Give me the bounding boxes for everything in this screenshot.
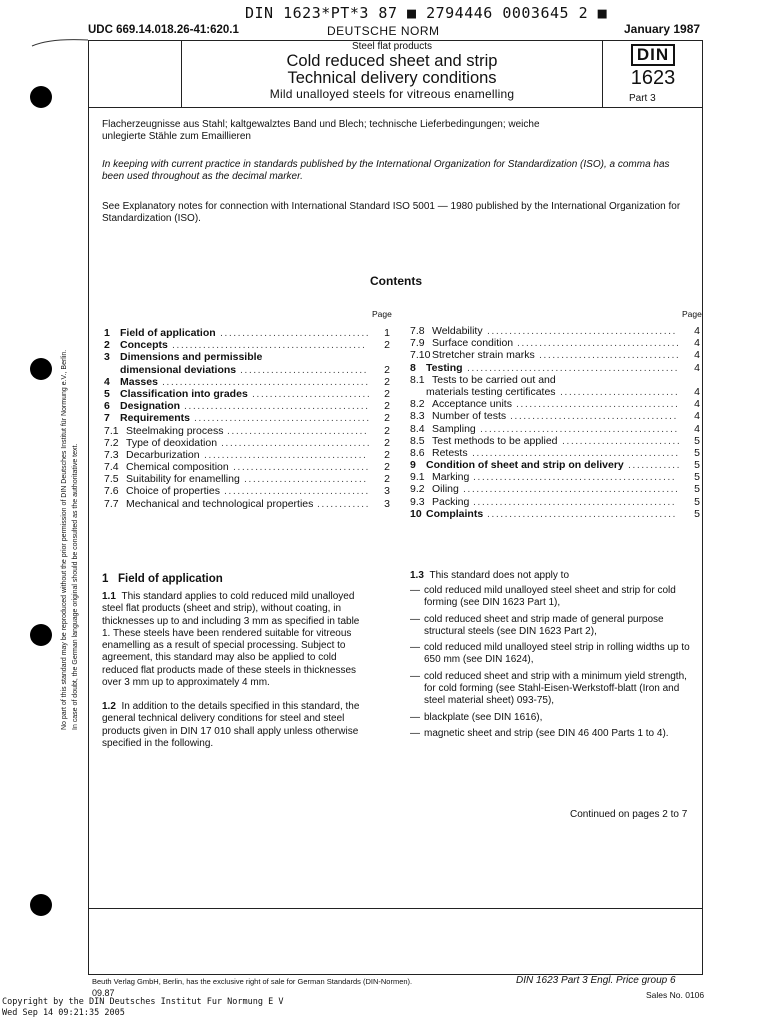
- toc-leader-dots: ..................................: [220, 327, 371, 339]
- toc-entry-page: 4: [694, 325, 700, 337]
- toc-left-column: [104, 327, 390, 510]
- toc-entry: [410, 483, 700, 495]
- toc-leader-dots: ...........................................: [487, 507, 677, 520]
- toc-page-label: Page: [682, 309, 702, 319]
- toc-entry-page: 2: [384, 461, 390, 474]
- explanatory-note: See Explanatory notes for connection with International Standard ISO 5001 — 1980 published by the International Organization for Standardization (ISO).: [102, 201, 681, 225]
- publisher-note: Beuth Verlag GmbH, Berlin, has the exclusive right of sale for German Standards (DIN-Normen).: [92, 977, 413, 986]
- toc-entry-number: 9.1: [410, 471, 425, 484]
- toc-entry-number: 8.4: [410, 422, 425, 435]
- toc-entry-number: 9.2: [410, 483, 425, 496]
- toc-leader-dots: ............................................: [172, 339, 367, 352]
- toc-entry-page: 5: [694, 507, 700, 520]
- exclusion-list: [410, 585, 700, 744]
- title-line-1: Cold reduced sheet and strip: [286, 52, 498, 70]
- dash-bullet: —: [410, 670, 420, 682]
- toc-entry-label: Suitability for enamelling: [126, 473, 240, 486]
- standard-category: Steel flat products: [351, 41, 433, 52]
- org-label: DEUTSCHE NORM: [327, 24, 440, 38]
- list-item-text: cold reduced sheet and strip made of general purpose structural steels (see DIN 1623 Part 2),: [424, 613, 664, 637]
- toc-entry-label: Decarburization: [126, 448, 200, 461]
- toc-page-label: Page: [372, 309, 392, 319]
- toc-entry-number: 10: [410, 507, 422, 520]
- section-1-heading: [102, 573, 223, 585]
- toc-entry-page: 3: [384, 485, 390, 498]
- toc-leader-dots: .....................................: [204, 448, 368, 461]
- din-logo: [631, 44, 675, 66]
- toc-entry-page: 2: [384, 387, 390, 400]
- toc-entry-label: Sampling: [432, 422, 476, 435]
- toc-leader-dots: ...........................: [252, 387, 372, 400]
- toc-entry-label: dimensional deviations: [120, 363, 237, 376]
- toc-entry-number: 8.2: [410, 398, 425, 411]
- german-title: Flacherzeugnisse aus Stahl; kaltgewalztes Band und Blech; technische Lieferbedingungen; weiche unlegierte Stähle zum Emaillieren: [102, 119, 540, 143]
- toc-entry: [410, 337, 700, 349]
- toc-entry: [104, 388, 390, 400]
- toc-entry-page: 5: [694, 459, 700, 472]
- list-item-text: magnetic sheet and strip (see DIN 46 400 Parts 1 to 4).: [424, 727, 669, 739]
- toc-entry: [410, 362, 700, 374]
- punch-hole: [30, 86, 52, 108]
- toc-leader-dots: ..............................................: [473, 495, 677, 508]
- toc-entry-number: 8.5: [410, 434, 425, 447]
- toc-entry: [410, 471, 700, 483]
- dash-bullet: —: [410, 613, 420, 625]
- toc-entry-page: 4: [694, 385, 700, 398]
- toc-entry-label: Dimensions and permissible: [120, 351, 263, 364]
- barcode-line: DIN 1623*PT*3 87 ■ 2794446 0003645 2 ■: [245, 4, 608, 22]
- punch-hole: [30, 358, 52, 380]
- toc-entry-number: 6: [104, 400, 110, 413]
- toc-entry-page: 2: [384, 375, 390, 388]
- toc-leader-dots: ...........................................: [487, 325, 677, 337]
- dash-bullet: —: [410, 711, 420, 723]
- toc-entry: [410, 410, 700, 422]
- toc-entry: [410, 435, 700, 447]
- toc-entry-page: 2: [384, 436, 390, 449]
- toc-entry-page: 4: [694, 349, 700, 362]
- toc-entry-label: Field of application: [120, 327, 216, 339]
- toc-entry-label: Oiling: [432, 483, 459, 496]
- toc-entry-number: 4: [104, 375, 110, 388]
- toc-leader-dots: ...............................................: [162, 375, 370, 388]
- toc-entry-page: 3: [384, 497, 390, 510]
- toc-entry: [410, 423, 700, 435]
- toc-leader-dots: ..................................: [221, 436, 372, 449]
- paragraph-number: 1.2: [102, 701, 116, 712]
- toc-entry-number: 7.1: [104, 424, 119, 437]
- document-reference: DIN 1623 Part 3 Engl. Price group 6: [516, 975, 676, 986]
- toc-entry: [104, 485, 390, 497]
- toc-entry: [410, 508, 700, 520]
- list-item-text: cold reduced mild unalloyed steel strip in rolling widths up to 650 mm (see DIN 1624),: [424, 642, 690, 666]
- list-item-text: cold reduced mild unalloyed steel sheet and strip for cold forming (see DIN 1623 Part 1),: [424, 585, 676, 609]
- toc-entry-label: Designation: [120, 400, 181, 413]
- side-note-language: In case of doubt, the German language original should be consulted as the authoritative text.: [72, 443, 79, 730]
- toc-entry-label: Surface condition: [432, 337, 514, 350]
- toc-entry-page: 2: [384, 339, 390, 352]
- toc-entry: [104, 437, 390, 449]
- toc-entry-page: 4: [694, 361, 700, 374]
- toc-entry-label: Weldability: [432, 325, 483, 337]
- toc-leader-dots: ............: [628, 459, 682, 472]
- toc-leader-dots: ............................: [244, 473, 368, 486]
- din-number-block: [603, 44, 703, 88]
- standard-number: 1623: [630, 67, 676, 89]
- toc-entry-label: Tests to be carried out and: [432, 373, 556, 386]
- toc-entry-page: 2: [384, 448, 390, 461]
- toc-entry-label: Requirements: [120, 412, 191, 425]
- toc-entry: [104, 425, 390, 437]
- continued-note: Continued on pages 2 to 7: [570, 809, 688, 820]
- toc-leader-dots: ................................: [539, 349, 681, 362]
- toc-entry-label: Mechanical and technological properties: [126, 497, 314, 510]
- toc-entry-number: 2: [104, 339, 110, 352]
- toc-entry: [410, 374, 700, 386]
- toc-leader-dots: .............................................: [480, 422, 679, 435]
- toc-leader-dots: ...........................: [560, 385, 680, 398]
- header-title-block: [182, 41, 602, 101]
- toc-leader-dots: ............: [317, 497, 371, 510]
- toc-entry-label: Chemical composition: [126, 461, 229, 474]
- toc-entry: [410, 447, 700, 459]
- toc-entry-label: Stretcher strain marks: [432, 349, 535, 362]
- toc-entry-page: 2: [384, 412, 390, 425]
- toc-entry-label: materials testing certificates: [426, 385, 556, 398]
- toc-entry-number: 7.7: [104, 497, 119, 510]
- toc-entry: [104, 400, 390, 412]
- toc-entry-page: 4: [694, 398, 700, 411]
- paragraph-text: This standard applies to cold reduced mild unalloyed steel flat products (sheet and strip), without coating, in thicknesses up to and including 3 mm as specified in table 1. These steels have been rendered suitable for vitreous enamelling as a result of special processing. Subject to agreement, this standard may also be applied to cold reduced flat products made of these steels in thicknesses over 3 mm up to approximately 4 mm.: [102, 591, 360, 689]
- toc-entry-number: 5: [104, 387, 110, 400]
- paragraph-number: 1.3: [410, 570, 424, 581]
- toc-leader-dots: ......................................: [510, 410, 678, 423]
- toc-entry-number: 7.2: [104, 436, 119, 449]
- section-number: 1: [102, 573, 109, 585]
- title-subtitle: Mild unalloyed steels for vitreous enamelling: [269, 87, 515, 101]
- toc-entry-page: 2: [384, 424, 390, 437]
- toc-entry-number: 7.3: [104, 448, 119, 461]
- toc-entry: [410, 386, 700, 398]
- list-item: [410, 642, 700, 667]
- copyright-line: Copyright by the DIN Deutsches Institut Fur Normung E V: [2, 997, 284, 1007]
- toc-entry-label: Test methods to be applied: [432, 434, 558, 447]
- punch-hole: [30, 624, 52, 646]
- toc-entry-number: 8: [410, 361, 416, 374]
- udc-code: UDC 669.14.018.26-41:620.1: [88, 24, 239, 36]
- toc-entry-number: 9.3: [410, 495, 425, 508]
- toc-entry-number: 8.3: [410, 410, 425, 423]
- toc-entry-page: 2: [384, 400, 390, 413]
- paragraph-text: In addition to the details specified in this standard, the general technical delivery conditions for steel and steel products given in DIN 17 010 shall apply unless otherwise specified in the following.: [102, 701, 360, 749]
- dash-bullet: —: [410, 585, 420, 596]
- footer-separator: [88, 908, 703, 909]
- toc-leader-dots: ...............................................: [472, 446, 680, 459]
- toc-entry-label: Acceptance units: [432, 398, 512, 411]
- toc-entry: [104, 473, 390, 485]
- toc-entry: [104, 498, 390, 510]
- toc-entry-label: Marking: [432, 471, 470, 484]
- toc-entry-label: Choice of properties: [126, 485, 220, 498]
- paragraph-text: This standard does not apply to: [429, 570, 569, 581]
- section-title: Field of application: [118, 573, 223, 585]
- list-item: [410, 728, 700, 740]
- list-item: [410, 712, 700, 724]
- punch-hole: [30, 894, 52, 916]
- toc-entry: [104, 339, 390, 351]
- toc-entry-number: 8.1: [410, 373, 425, 386]
- toc-leader-dots: ..............................................: [473, 471, 677, 484]
- dash-bullet: —: [410, 727, 420, 739]
- toc-entry: [104, 351, 390, 363]
- toc-entry-page: 5: [694, 434, 700, 447]
- toc-entry: [410, 496, 700, 508]
- paragraph-1-1: [102, 591, 360, 689]
- toc-entry-label: Masses: [120, 375, 158, 388]
- toc-entry-number: 1: [104, 327, 110, 339]
- toc-entry-label: Classification into grades: [120, 387, 248, 400]
- toc-entry-number: 7.4: [104, 461, 119, 474]
- toc-entry-number: 7.8: [410, 325, 425, 337]
- toc-entry-label: Type of deoxidation: [126, 436, 218, 449]
- list-item-text: blackplate (see DIN 1616),: [424, 711, 543, 723]
- toc-leader-dots: .....................................: [516, 398, 680, 411]
- toc-leader-dots: .............................: [240, 363, 369, 376]
- toc-entry-page: 5: [694, 483, 700, 496]
- toc-leader-dots: ................................................: [467, 361, 680, 374]
- toc-entry-label: Packing: [432, 495, 470, 508]
- toc-entry-label: Concepts: [120, 339, 168, 352]
- din-logo-text: DIN: [636, 45, 670, 64]
- iso-note: In keeping with current practice in standards published by the International Organization for Standardization (ISO), a comma has been used throughout as the decimal marker.: [102, 159, 670, 183]
- toc-leader-dots: .....................................: [517, 337, 681, 350]
- dash-bullet: —: [410, 642, 420, 654]
- toc-entry: [104, 364, 390, 376]
- toc-leader-dots: .................................................: [463, 483, 680, 496]
- toc-leader-dots: ........................................: [194, 412, 371, 425]
- toc-entry-label: Retests: [432, 446, 468, 459]
- toc-leader-dots: ................................: [227, 424, 369, 437]
- toc-entry-number: 9: [410, 459, 416, 472]
- toc-entry-page: 5: [694, 471, 700, 484]
- toc-entry: [410, 459, 700, 471]
- paragraph-1-2: [102, 701, 360, 750]
- toc-entry-number: 7.10: [410, 349, 431, 362]
- toc-entry-label: Condition of sheet and strip on delivery: [426, 459, 624, 472]
- list-item: [410, 671, 700, 708]
- list-item: [410, 614, 700, 639]
- contents-heading: Contents: [370, 274, 422, 288]
- toc-entry: [104, 449, 390, 461]
- toc-entry-page: 4: [694, 337, 700, 350]
- toc-entry: [104, 327, 390, 339]
- toc-right-column: [410, 325, 700, 520]
- toc-entry-number: 7.9: [410, 337, 425, 350]
- toc-entry-page: 2: [384, 363, 390, 376]
- toc-entry: [410, 349, 700, 361]
- paragraph-1-3: [410, 570, 700, 582]
- toc-entry-label: Testing: [426, 361, 463, 374]
- toc-entry-label: Complaints: [426, 507, 484, 520]
- toc-entry: [104, 461, 390, 473]
- toc-leader-dots: .................................: [224, 485, 370, 498]
- paragraph-number: 1.1: [102, 591, 116, 602]
- toc-entry-page: 4: [694, 422, 700, 435]
- toc-leader-dots: ..........................................: [184, 400, 370, 413]
- title-line-2: Technical delivery conditions: [287, 69, 497, 87]
- toc-entry-number: 3: [104, 351, 110, 364]
- toc-entry: [410, 325, 700, 337]
- toc-entry-page: 5: [694, 446, 700, 459]
- toc-entry-number: 7.6: [104, 485, 119, 498]
- sales-number: Sales No. 0106: [646, 990, 705, 1000]
- toc-entry-page: 2: [384, 473, 390, 486]
- toc-leader-dots: ...........................: [562, 434, 682, 447]
- part-label: Part 3: [629, 93, 656, 104]
- toc-entry: [104, 412, 390, 424]
- toc-entry: [410, 398, 700, 410]
- toc-entry-page: 4: [694, 410, 700, 423]
- toc-entry-page: 5: [694, 495, 700, 508]
- toc-entry-number: 7: [104, 412, 110, 425]
- list-item-text: cold reduced sheet and strip with a minimum yield strength, for cold forming (see Stahl-Eisen-Werkstoff-blatt (Iron and steel material sheet) 093-75),: [424, 670, 687, 707]
- issue-date: January 1987: [624, 22, 701, 36]
- timestamp-line: Wed Sep 14 09:21:35 2005: [2, 1008, 125, 1018]
- toc-entry-number: 7.5: [104, 473, 119, 486]
- toc-entry-label: Number of tests: [432, 410, 507, 423]
- toc-entry: [104, 376, 390, 388]
- toc-leader-dots: ...............................: [233, 461, 370, 474]
- list-item: [410, 585, 700, 610]
- toc-entry-page: 1: [384, 327, 390, 339]
- toc-entry-number: 8.6: [410, 446, 425, 459]
- toc-entry-label: Steelmaking process: [126, 424, 224, 437]
- side-note-copyright: No part of this standard may be reproduced without the prior permission of DIN Deutsches Institut für Normung e.V., Berlin.: [61, 349, 68, 730]
- issue-code: 09.87: [92, 988, 115, 998]
